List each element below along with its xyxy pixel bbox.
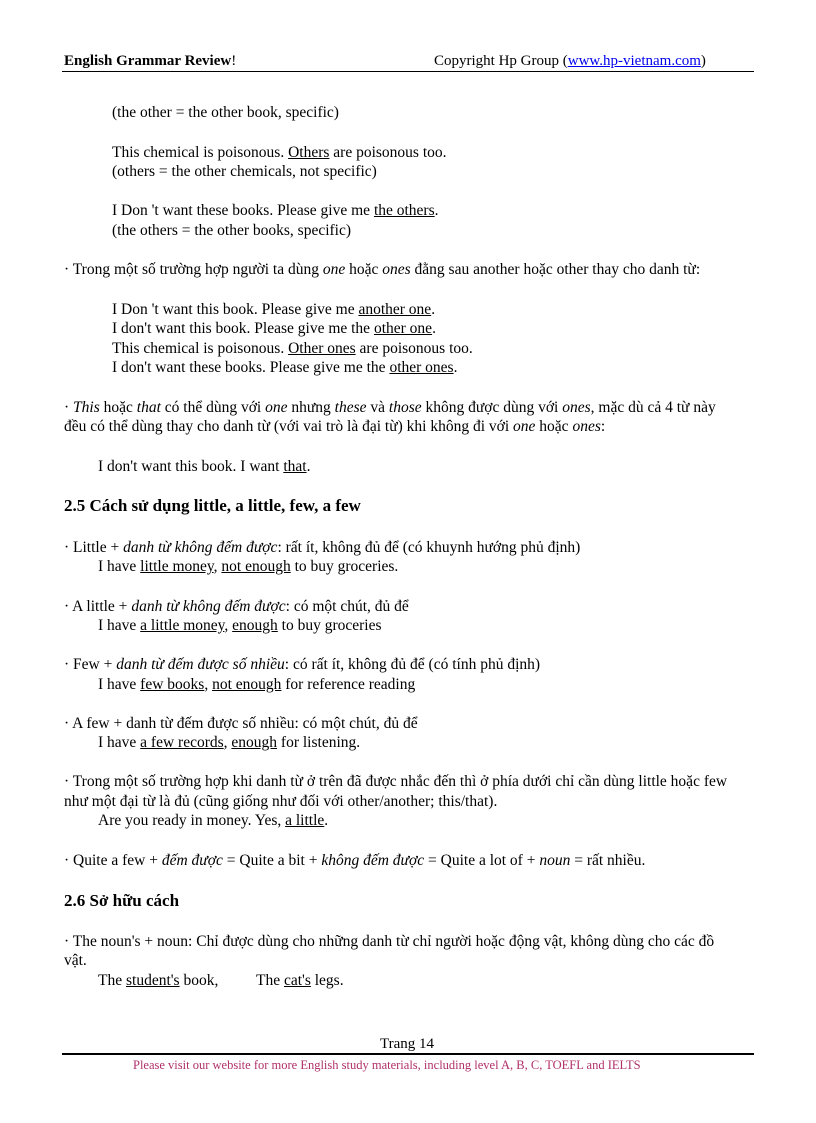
example-line: I Don 't want these books. Please give me the others. bbox=[112, 202, 439, 219]
footer-note: Please visit our website for more English study materials, including level A, B, C, TOEFL and IELTS bbox=[133, 1058, 641, 1072]
bullet-paragraph: · The noun's + noun: Chỉ được dùng cho những danh từ chỉ người hoặc động vật, không dùng cho các đồ bbox=[64, 933, 715, 950]
bullet-paragraph: · This hoặc that có thể dùng với one nhưng these và those không được dùng với ones, mặc dù cả 4 từ này bbox=[64, 399, 716, 416]
page-number: Trang 14 bbox=[380, 1036, 435, 1052]
bullet-paragraph: · Few + danh từ đếm được số nhiều: có rất ít, không đủ để (có tính phủ định) bbox=[64, 656, 541, 673]
bullet-paragraph-cont: vật. bbox=[64, 952, 87, 969]
bullet-paragraph-cont: như một đại từ là đủ (cũng giống như đối với other/another; this/that). bbox=[64, 793, 498, 810]
example-line: I don't want this book. I want that. bbox=[98, 458, 311, 475]
example-line: I have a little money, enough to buy groceries bbox=[98, 617, 382, 634]
example-line: I have little money, not enough to buy groceries. bbox=[98, 558, 399, 575]
footer-rule bbox=[62, 1053, 754, 1055]
bullet-paragraph: · Trong một số trường hợp người ta dùng one hoặc ones đằng sau another hoặc other thay cho danh từ: bbox=[64, 261, 701, 278]
bullet-paragraph: · Quite a few + đếm được = Quite a bit + không đếm được = Quite a lot of + noun = rất nhiều. bbox=[64, 852, 646, 869]
bullet-paragraph-cont: đều có thể dùng thay cho danh từ (với vai trò là đại từ) khi không đi với one hoặc ones: bbox=[64, 418, 606, 435]
bullet-paragraph: · Trong một số trường hợp khi danh từ ở trên đã được nhắc đến thì ở phía dưới chỉ cần dùng little hoặc few bbox=[64, 773, 728, 790]
header-title: English Grammar Review! bbox=[64, 53, 237, 69]
example-line: I don't want this book. Please give me the other one. bbox=[112, 320, 436, 337]
example-line: I have few books, not enough for reference reading bbox=[98, 676, 416, 693]
bullet-paragraph: · A little + danh từ không đếm được: có một chút, đủ để bbox=[64, 598, 409, 615]
bullet-paragraph: · Little + danh từ không đếm được: rất ít, không đủ để (có khuynh hướng phủ định) bbox=[64, 539, 581, 556]
example-line: This chemical is poisonous. Others are poisonous too. bbox=[112, 144, 447, 161]
example-line: I Don 't want this book. Please give me another one. bbox=[112, 301, 436, 318]
header-rule bbox=[62, 71, 754, 72]
paragraph-line: (others = the other chemicals, not specific) bbox=[112, 163, 377, 180]
example-line: Are you ready in money. Yes, a little. bbox=[98, 812, 329, 829]
example-line: I have a few records, enough for listening. bbox=[98, 734, 361, 751]
example-line: I don't want these books. Please give me the other ones. bbox=[112, 359, 458, 376]
paragraph-line: (the other = the other book, specific) bbox=[112, 104, 339, 121]
example-line: The student's book, bbox=[98, 972, 219, 989]
example-line: The cat's legs. bbox=[256, 972, 344, 989]
website-link[interactable]: www.hp-vietnam.com bbox=[567, 53, 701, 69]
section-heading: 2.6 Sở hữu cách bbox=[64, 891, 180, 910]
section-heading: 2.5 Cách sử dụng little, a little, few, a few bbox=[64, 496, 361, 515]
header-copyright: Copyright Hp Group (www.hp-vietnam.com) bbox=[434, 53, 706, 69]
paragraph-line: (the others = the other books, specific) bbox=[112, 222, 352, 239]
bullet-paragraph: · A few + danh từ đếm được số nhiều: có một chút, đủ để bbox=[64, 715, 418, 732]
example-line: This chemical is poisonous. Other ones are poisonous too. bbox=[112, 340, 473, 357]
